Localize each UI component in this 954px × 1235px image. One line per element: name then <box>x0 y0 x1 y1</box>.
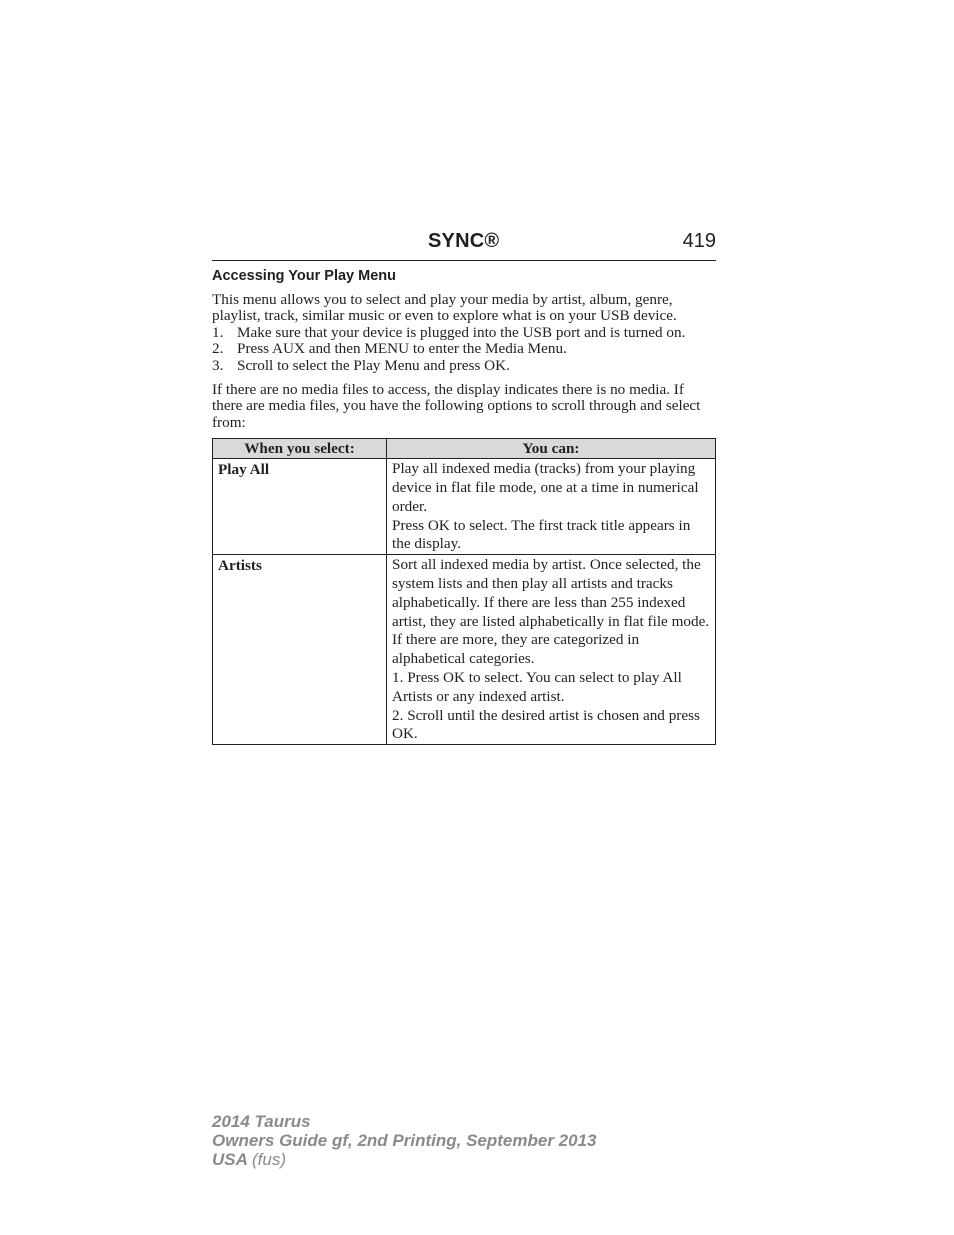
step-number: 2. <box>212 340 224 358</box>
list-item <box>212 325 716 341</box>
footer-region-line <box>212 1150 596 1169</box>
column-header-select: When you select: <box>213 439 387 459</box>
options-paragraph: If there are no media files to access, the display indicates there is no media. If there are media files, you have the following options to scroll through and select from: <box>212 381 701 431</box>
table-row <box>213 555 716 745</box>
step-number: 1. <box>212 323 224 341</box>
step-number: 3. <box>212 356 224 374</box>
option-name: Artists <box>213 555 387 745</box>
intro-paragraph: This menu allows you to select and play your media by artist, album, genre, playlist, track, similar music or even to explore what is on your USB device. <box>212 291 677 325</box>
list-item <box>212 358 716 374</box>
section-title: SYNC® <box>428 230 500 252</box>
play-menu-table <box>212 438 716 745</box>
description-line: 2. Scroll until the desired artist is chosen and press OK. <box>392 706 700 743</box>
description-line: Press OK to select. The first track title appears in the display. <box>392 516 691 553</box>
footer-model: 2014 Taurus <box>212 1112 311 1131</box>
description-line: Play all indexed media (tracks) from your playing device in flat file mode, one at a time in numerical order. <box>392 460 699 515</box>
option-name: Play All <box>213 459 387 555</box>
list-item <box>212 341 716 357</box>
page-number: 419 <box>682 230 716 252</box>
subheading: Accessing Your Play Menu <box>212 268 396 284</box>
page-footer <box>212 1112 596 1169</box>
footer-region: USA <box>212 1150 248 1169</box>
step-text: Make sure that your device is plugged into the USB port and is turned on. <box>237 323 686 341</box>
table-row <box>213 459 716 555</box>
footer-guide: Owners Guide gf, 2nd Printing, September 2013 <box>212 1131 597 1150</box>
option-description <box>387 459 716 555</box>
table-header-row <box>213 439 716 459</box>
option-description <box>387 555 716 745</box>
footer-code: (fus) <box>252 1150 286 1169</box>
page-header <box>212 230 716 261</box>
step-text: Scroll to select the Play Menu and press OK. <box>237 356 510 374</box>
column-header-action: You can: <box>387 439 716 459</box>
description-line: Sort all indexed media by artist. Once selected, the system lists and then play all artists and tracks alphabetically. If there are less than 255 indexed artist, they are listed alphabetically in flat file mode. If there are more, they are categorized in alphabetical categories. <box>392 556 710 668</box>
description-line: 1. Press OK to select. You can select to play All Artists or any indexed artist. <box>392 669 682 705</box>
steps-list <box>212 325 716 374</box>
step-text: Press AUX and then MENU to enter the Media Menu. <box>237 340 567 358</box>
page-content <box>212 267 716 745</box>
